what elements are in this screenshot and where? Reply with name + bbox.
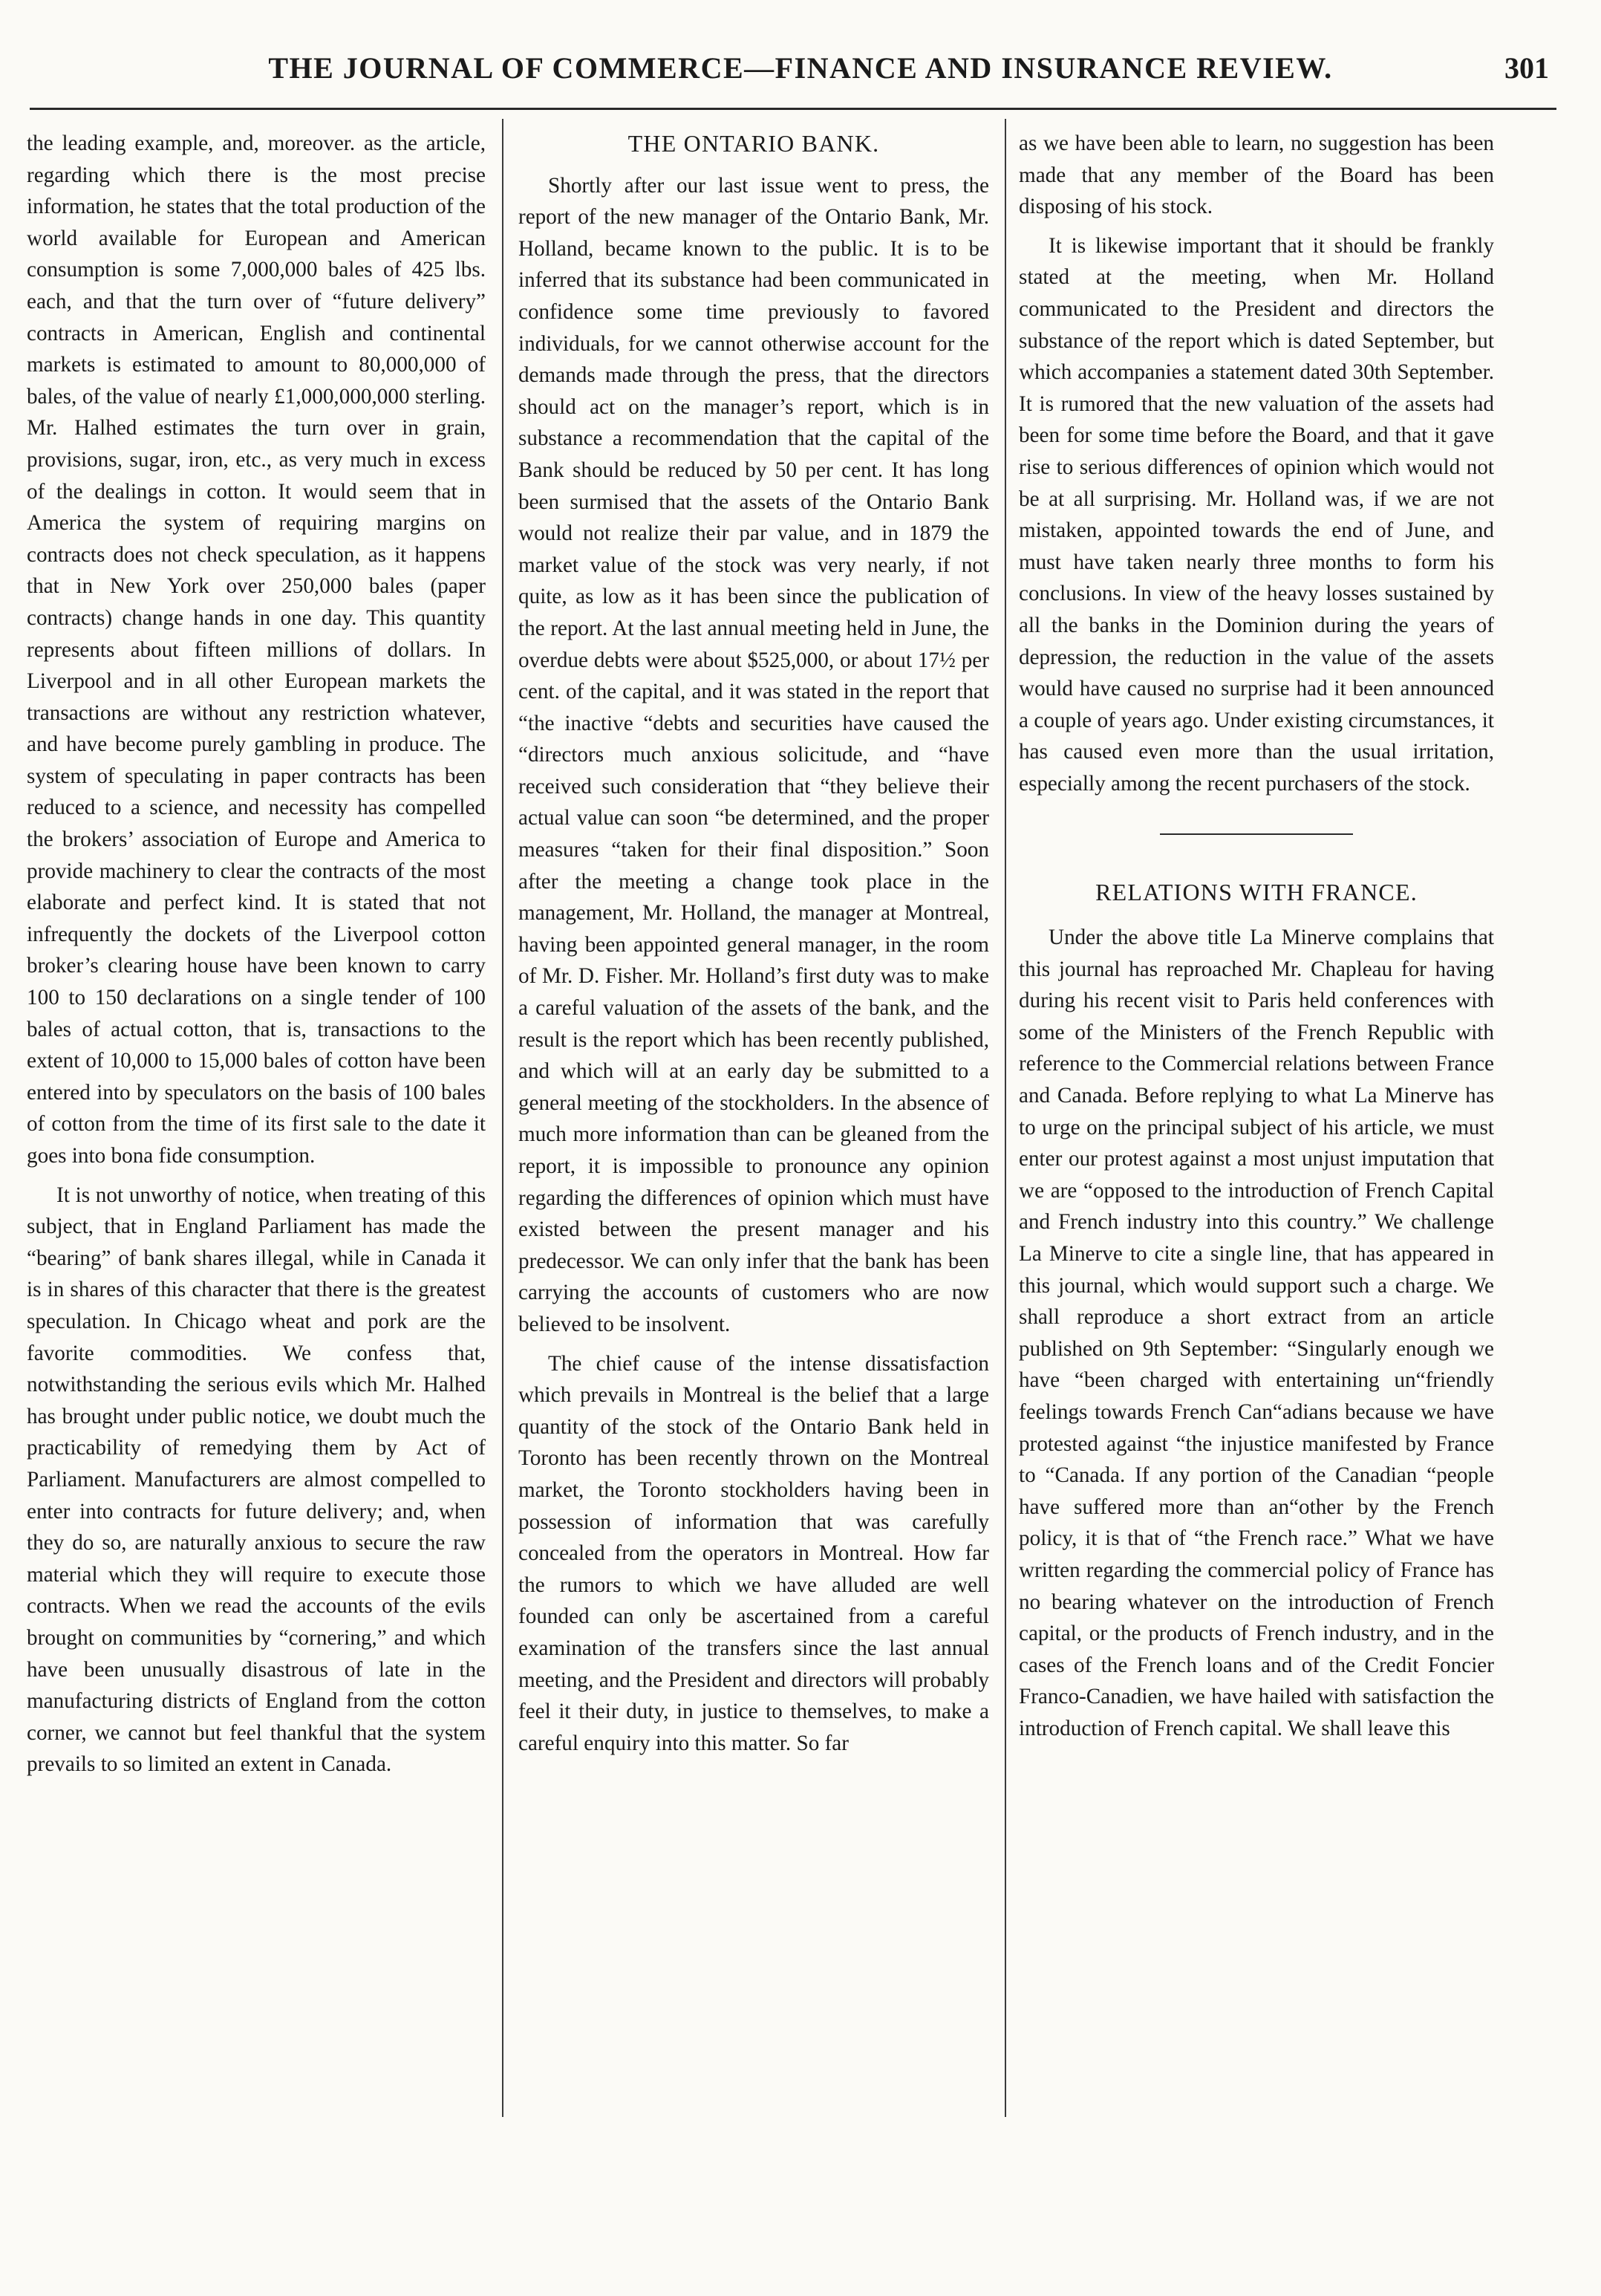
section-divider bbox=[1160, 833, 1353, 835]
article-headline-relations-with-france: RELATIONS WITH FRANCE. bbox=[1095, 879, 1418, 906]
paragraph: Shortly after our last issue went to press, the report of the new manager of the Ontario Bank, Mr. Holland, became known to the public. It is to be inferred that its substance had been communicated in confidence some time previously to favored individuals, for we cannot otherwise account for the demands made through the press, that the directors should act on the manager’s report, which is in substance a recommendation that the capital of the Bank should be reduced by 50 per cent. It has long been surmised that the assets of the Ontario Bank would not realize their par value, and in 1879 the market value of the stock was very nearly, if not quite, as low as it has been since the publication of the report. At the last annual meeting held in June, the overdue debts were about $525,000, or about 17½ per cent. of the capital, and it was stated in the report that “the inactive “debts and securities have caused the “directors much anxious solicitude, and “have received such consideration that “they believe their actual value can soon “be determined, and the proper measures “taken for their final disposition.” Soon after the meeting a change took place in the management, Mr. Holland, the manager at Montreal, having been appointed general manager, in the room of Mr. D. Fisher. Mr. Holland’s first duty was to make a careful valuation of the assets of the bank, and the result is the report which has been recently published, and which will at an early day be submitted to a general meeting of the stockholders. In the absence of much more information than can be gleaned from the report, it is impossible to pronounce any opinion regarding the differences of opinion which must have existed between the present manager and his predecessor. We can only infer that the bank has been carrying the accounts of customers who are now believed to be insolvent. bbox=[518, 173, 989, 1336]
paragraph: the leading example, and, moreover. as the article, regarding which there is the most precise information, he states that the total production of the world available for European and American consumption is some 7,000,000 bales of 425 lbs. each, and that the turn over of “future delivery” contracts in American, English and continental markets is estimated to amount to 80,000,000 of bales, of the value of nearly £1,000,000,000 sterling. Mr. Halhed estimates the turn over in grain, provisions, sugar, iron, etc., as very much in excess of the dealings in cotton. It would seem that in America the system of requiring margins on contracts does not check speculation, as it happens that in New York over 250,000 bales (paper contracts) change hands in one day. This quantity represents about fifteen millions of dollars. In Liverpool and in all other European markets the transactions are without any restriction whatever, and have become purely gambling in produce. The system of speculating in paper contracts has been reduced to a science, and necessity has compelled the brokers’ association of Europe and America to provide machinery to clear the contracts of the most elaborate and perfect kind. It is stated that not infrequently the dockets of the Liverpool cotton broker’s clearing house have been known to carry 100 to 150 declarations on a single tender of 100 bales of actual cotton, that is, transactions to the extent of 10,000 to 15,000 bales of cotton have been entered into by speculators on the basis of 100 bales of cotton from the time of its first sale to the date it goes into bona fide consumption. bbox=[27, 131, 486, 1168]
column-3 bbox=[1019, 128, 1494, 1745]
journal-title: THE JOURNAL OF COMMERCE—FINANCE AND INSURANCE REVIEW. bbox=[268, 51, 1333, 85]
paragraph: The chief cause of the intense dissatisfaction which prevails in Montreal is the belief that a large quantity of the stock of the Ontario Bank held in Toronto has been recently thrown on the Montreal market, the Toronto stockholders having been in possession of information that was carefully concealed from the operators in Montreal. How far the rumors to which we have alluded are well founded can only be ascertained from a careful examination of the transfers since the last annual meeting, and the President and directors will probably feel it their duty, in justice to themselves, to make a careful enquiry into this matter. So far bbox=[518, 1351, 989, 1755]
paragraph: as we have been able to learn, no suggestion has been made that any member of the Board has been disposing of his stock. bbox=[1019, 131, 1494, 219]
column-2 bbox=[518, 128, 989, 1759]
column-divider-2 bbox=[1005, 119, 1006, 2117]
column-divider-1 bbox=[502, 119, 503, 2117]
paragraph: It is likewise important that it should be frankly stated at the meeting, when Mr. Holland communicated to the President and directors the substance of the report which is dated September, but which accompanies a statement dated 30th September. It is rumored that the new valuation of the assets had been for some time before the Board, and that it gave rise to serious differences of opinion which would not be at all surprising. Mr. Holland was, if we are not mistaken, appointed towards the end of June, and must have taken nearly three months to form his conclusions. In view of the heavy losses sustained by all the banks in the Dominion during the years of depression, the reduction in the value of the assets would have caused no surprise had it been announced a couple of years ago. Under existing circumstances, it has caused even more than the usual irritation, especially among the recent purchasers of the stock. bbox=[1019, 233, 1494, 796]
paragraph: Under the above title La Minerve complains that this journal has reproached Mr. Chapleau for having during his recent visit to Paris held conferences with some of the Ministers of the French Republic with reference to the Commercial relations between France and Canada. Before replying to what La Minerve has to urge on the principal subject of his article, we must enter our protest against a most unjust imputation that we are “opposed to the introduction of French Capital and French industry into this country.” We challenge La Minerve to cite a single line, that has appeared in this journal, which would support such a charge. We shall reproduce a short extract from an article published on 9th September: “Singularly enough we have “been charged with entertaining un“friendly feelings towards French Can“adians because we have protested against “the injustice manifested by France to “Canada. If any portion of the Canadian “people have suffered more than an“other by the French policy, it is that of “the French race.” What we have written regarding the commercial policy of France has no bearing whatever on the introduction of French capital, or the products of French industry, and in the cases of the French loans and of the Credit Foncier Franco-Canadien, we have hailed with satisfaction the introduction of French capital. We shall leave this bbox=[1019, 926, 1494, 1740]
column-1 bbox=[27, 128, 486, 1780]
page-header bbox=[30, 43, 1571, 95]
header-rule bbox=[30, 108, 1556, 110]
paragraph: It is not unworthy of notice, when treating of this subject, that in England Parliament has made the “bearing” of bank shares illegal, while in Canada it is in shares of this character that there is the greatest speculation. In Chicago wheat and pork are the favorite commodities. We confess that, notwithstanding the serious evils which Mr. Halhed has brought under public notice, we doubt much the practicability of remedying them by Act of Parliament. Manufacturers are almost compelled to enter into contracts for future delivery; and, when they do so, are naturally anxious to secure the raw material which they will require to execute those contracts. When we read the accounts of the evils brought on communities by “cornering,” and which have been unusually disastrous of late in the manufacturing districts of England from the cotton corner, we cannot but feel thankful that the system prevails to so limited an extent in Canada. bbox=[27, 1183, 486, 1777]
page-number: 301 bbox=[1504, 51, 1549, 85]
article-headline-ontario-bank: THE ONTARIO BANK. bbox=[627, 130, 880, 157]
